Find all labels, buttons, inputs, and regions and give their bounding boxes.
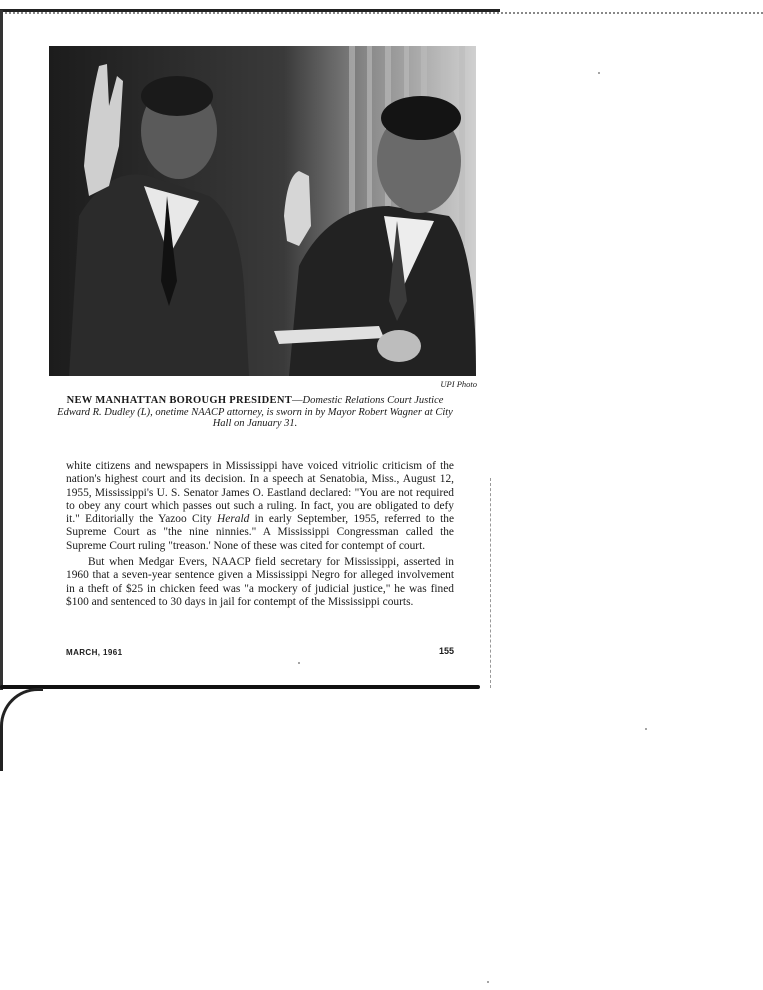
scan-speck <box>598 72 600 74</box>
right-margin-rule <box>490 478 492 688</box>
footer-page-number: 155 <box>438 646 454 656</box>
scan-speck <box>645 728 647 730</box>
photograph-icon <box>49 46 476 376</box>
body-paragraph-1-text-a: white citizens and newspapers in Mississippi have voiced vitriolic criticism of the nation's highest court and its decision. In a speech at Senatobia, Miss., August 12, 1955, Mississippi's U. S. Senator James O. Eastland declared: "You are not required to obey any court which passes out such a ruling. In fact, you are obligated to defy it." Editorially the Yazoo City <box>66 460 454 526</box>
page-left-edge <box>0 10 3 690</box>
body-paragraph-1 <box>66 460 454 553</box>
page-curl <box>0 688 43 771</box>
page-bottom-edge <box>0 685 480 689</box>
photograph <box>49 46 476 376</box>
page-top-edge <box>0 9 500 12</box>
footer-issue-date: MARCH, 1961 <box>66 648 123 657</box>
caption-headline: NEW MANHATTAN BOROUGH PRESIDENT <box>66 395 293 406</box>
body-paragraph-2: But when Medgar Evers, NAACP field secretary for Mississippi, asserted in 1960 that a seven-year sentence given a Mississippi Negro for alleged involvement in a theft of $25 in chicken feed was "a mockery of judicial justice," he was fined $100 and sentenced to 30 days in jail for contempt of the Mississippi courts. <box>66 556 454 608</box>
photo-caption <box>55 395 455 430</box>
photo-credit: UPI Photo <box>440 379 477 389</box>
caption-text: Domestic Relations Court Justice Edward R. Dudley (L), onetime NAACP attorney, is sworn in by Mayor Robert Wagner at City Hall on January 31. <box>57 395 453 429</box>
article-body <box>66 460 454 609</box>
scan-speck <box>298 662 300 664</box>
scan-speck <box>487 981 489 983</box>
body-paragraph-1-italic: Herald <box>217 513 250 526</box>
caption-dash: — <box>292 395 303 406</box>
body-paragraph-1-text-b: in early September, 1955, referred to the Supreme Court as "the nine ninnies." A Mississippi Congressman called the Supreme Court ruling "treason.' None of these was cited for contempt of court. <box>66 513 455 552</box>
